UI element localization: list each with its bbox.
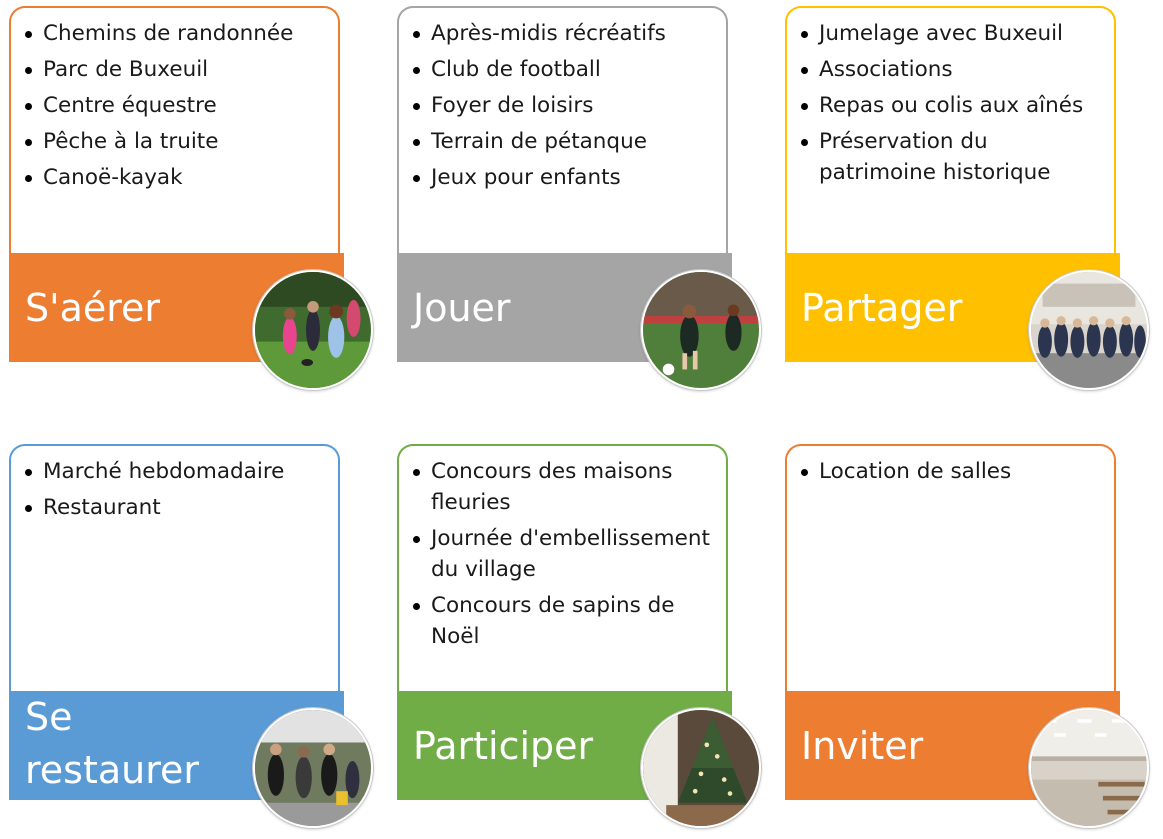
list-item: Pêche à la truite bbox=[23, 126, 324, 157]
card-list-box bbox=[9, 444, 340, 692]
card-title-line2: restaurer bbox=[25, 748, 200, 792]
list-item: Parc de Buxeuil bbox=[23, 54, 324, 85]
list-item: Jeux pour enfants bbox=[411, 162, 712, 193]
list-item: Marché hebdomadaire bbox=[23, 456, 324, 487]
list-item: Canoë-kayak bbox=[23, 162, 324, 193]
list-item: Journée d'embellissement du village bbox=[411, 523, 712, 585]
activity-list bbox=[787, 446, 1114, 487]
list-item: Club de football bbox=[411, 54, 712, 85]
list-item: Chemins de randonnée bbox=[23, 18, 324, 49]
card-list-box bbox=[785, 6, 1116, 254]
card-title: Participer bbox=[413, 723, 594, 768]
activity-list bbox=[399, 446, 726, 652]
list-item: Restaurant bbox=[23, 492, 324, 523]
list-item: Préservation du patrimoine historique bbox=[799, 126, 1100, 188]
activity-list bbox=[399, 8, 726, 193]
card-title: Inviter bbox=[801, 723, 924, 768]
hall-photo bbox=[1029, 708, 1149, 828]
card-title: S'aérer bbox=[25, 285, 161, 330]
group-photo bbox=[1029, 270, 1149, 390]
list-item: Terrain de pétanque bbox=[411, 126, 712, 157]
football-photo bbox=[641, 270, 761, 390]
list-item: Concours des maisons fleuries bbox=[411, 456, 712, 518]
christmas-tree-photo bbox=[641, 708, 761, 828]
card-list-box bbox=[397, 6, 728, 254]
list-item: Location de salles bbox=[799, 456, 1100, 487]
card-title: Jouer bbox=[413, 285, 511, 330]
card-title: Partager bbox=[801, 285, 963, 330]
list-item: Centre équestre bbox=[23, 90, 324, 121]
card-list-box bbox=[397, 444, 728, 692]
list-item: Associations bbox=[799, 54, 1100, 85]
card-list-box bbox=[785, 444, 1116, 692]
list-item: Après-midis récréatifs bbox=[411, 18, 712, 49]
hikers-photo bbox=[253, 270, 373, 390]
activity-list bbox=[787, 8, 1114, 188]
card-title-line1: Se bbox=[25, 695, 73, 739]
list-item: Foyer de loisirs bbox=[411, 90, 712, 121]
activity-list bbox=[11, 446, 338, 523]
activity-list bbox=[11, 8, 338, 193]
card-list-box bbox=[9, 6, 340, 254]
list-item: Repas ou colis aux aînés bbox=[799, 90, 1100, 121]
list-item: Concours de sapins de Noël bbox=[411, 590, 712, 652]
list-item: Jumelage avec Buxeuil bbox=[799, 18, 1100, 49]
market-photo bbox=[253, 708, 373, 828]
